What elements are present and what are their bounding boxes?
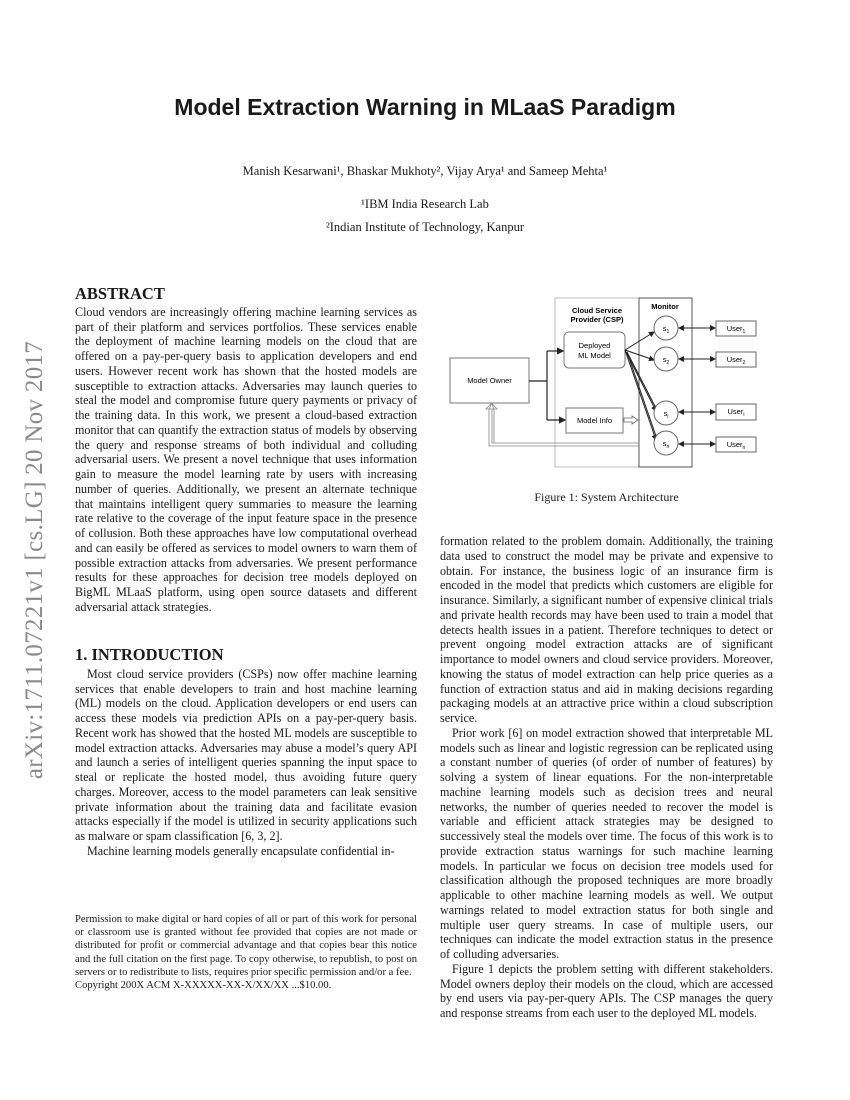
intro-paragraph: Most cloud service providers (CSPs) now offer machine learning services that enable developers to train and host machine learning (ML) models on the cloud. Application developers or end users can access these models via prediction APIs on a pay-per-query basis. Recent work has showed that the hosted ML models are susceptible to model extraction attacks. Adversaries may abuse a model’s query API and launch a series of intelligent queries spanning the input space to steal or replicate the hosted model, thus avoiding future query charges. Moreover, access to the model parameters can leak sensitive private information about the training data and facilitate evasion attacks especially if the model is utilized in security applications such as malware or spam classification [6, 3, 2]. (75, 666, 417, 843)
abstract-text: Cloud vendors are increasingly offering machine learning services as part of their platform and services portfolios. These services enable the deployment of machine learning models on the cloud that are offered on a pay-per-query basis to application developers and end users. However recent work has shown that the hosted models are susceptible to extraction attacks. Adversaries may launch queries to steal the model and compromise future query payments or privacy of the training data. In this work, we present a cloud-based extraction monitor that can quantify the extraction status of models by observing the query and response streams of both individual and colluding adversarial users. We present a novel technique that uses information gain to measure the model learning rate by users with increasing number of queries. Additionally, we present an alternate technique that maintains intelligent query summaries to measure the learning rate relative to the coverage of the input feature space in the presence of collusion. Both these approaches have low computational overhead and can easily be offered as services to model owners to warn them of possible extraction attacks from adversaries. We present performance results for these approaches for decision tree models deployed on BigML MLaaS platform, using open source datasets and different adversarial attack strategies. (75, 304, 417, 614)
paper-title: Model Extraction Warning in MLaaS Paradigm (174, 94, 676, 120)
introduction-heading: 1. INTRODUCTION (75, 645, 224, 664)
authors: Manish Kesarwani¹, Bhaskar Mukhoty², Vijay Arya¹ and Sameep Mehta¹ (242, 164, 608, 178)
monitor-label: Monitor (651, 302, 679, 311)
intro-paragraph: Machine learning models generally encapsulate confidential in- (87, 843, 395, 858)
stream-n (654, 431, 678, 455)
stream-i (654, 401, 678, 425)
system-architecture-figure (440, 290, 780, 475)
svg-text:s1: $s_1$ (662, 324, 670, 335)
user-n-box (716, 437, 756, 452)
abstract-heading: ABSTRACT (75, 284, 165, 303)
body-paragraph: Prior work [6] on model extraction showed that interpretable ML models such as linear and logistic regression can be replicated using a constant number of queries (of order of number of features) by solving a system of linear equations. For the non-interpretable machine learning models such as decision trees and neural networks, the number of queries needed to recover the model is variable and efficient attack strategies may be designed to successively steal the models over time. The focus of this work is to provide extraction status warnings for such machine learning models. In particular we focus on decision tree models used for classification although the proposed techniques are more broadly applicable to other machine learning models as well. We output warnings related to model extraction status for both single and multiple user query streams. In case of multiple users, our techniques can indicate the model extraction status in the presence of colluding adversaries. (440, 725, 773, 961)
right-column-text (440, 534, 773, 1021)
body-paragraph: formation related to the problem domain. Additionally, the training data used to construct the model may be private and expensive to obtain. For instance, the business logic of an insurance firm is encoded in the model that predicts which customers are eligible for insurance. Similarly, a significant number of expensive clinical trials and private health records may have been used to train a model that detects health issues in a patient. Therefore techniques to detect or prevent ongoing model extraction attacks are of significant importance to model owners and cloud service providers. Moreover, knowing the status of model extraction can help price queries as a function of extraction status and aid in making decisions regarding packaging models at an attractive price within a cloud subscription service. (440, 534, 773, 725)
introduction-section (75, 645, 417, 859)
user-2-box (716, 352, 756, 367)
figure-caption: Figure 1: System Architecture (534, 490, 679, 504)
stream-1 (654, 316, 678, 340)
arxiv-stamp: arXiv:1711.07221v1 [cs.LG] 20 Nov 2017 (21, 340, 48, 780)
csp-label: Provider (CSP) (570, 315, 624, 324)
model-owner-label: Model Owner (467, 376, 512, 385)
deployed-model-box (564, 332, 625, 368)
deployed-model-label: Deployed (578, 341, 611, 350)
stream-2 (654, 347, 678, 371)
model-info-label: Model Info (576, 416, 613, 425)
affiliation-2: ²Indian Institute of Technology, Kanpur (326, 220, 524, 234)
svg-text:sn: $s_n$ (662, 439, 670, 450)
affiliation-1: ¹IBM India Research Lab (361, 197, 489, 211)
svg-text:Useri: User$_i$ (727, 407, 745, 418)
svg-text:User1: User$_1$ (726, 324, 746, 335)
body-paragraph: Figure 1 depicts the problem setting with different stakeholders. Model owners deploy their models on the cloud, which are accessed by end users via pay-per-query APIs. The CSP manages the query and response streams from each user to the deployed ML models. (440, 961, 773, 1020)
deployed-model-label: ML Model (578, 351, 611, 360)
svg-text:User2: User$_2$ (726, 355, 746, 366)
user-1-box (716, 321, 756, 336)
svg-text:si: $s_i$ (663, 409, 669, 420)
permission-text: Permission to make digital or hard copies of all or part of this work for personal or classroom use is granted without fee provided that copies are not made or distributed for profit or commercial advantage and that copies bear this notice and the full citation on the first page. To copy otherwise, to republish, to post on servers or to redistribute to lists, requires prior specific permission and/or a fee. (75, 914, 417, 978)
abstract-section (75, 284, 417, 615)
user-i-box (716, 404, 756, 420)
copyright-text: Copyright 200X ACM X-XXXXX-XX-X/XX/XX ...$10.00. (75, 980, 332, 992)
csp-label: Cloud Service (571, 306, 623, 315)
svg-text:s2: $s_2$ (662, 355, 670, 366)
svg-text:Usern: User$_n$ (726, 440, 746, 451)
permission-footnote (75, 913, 417, 992)
